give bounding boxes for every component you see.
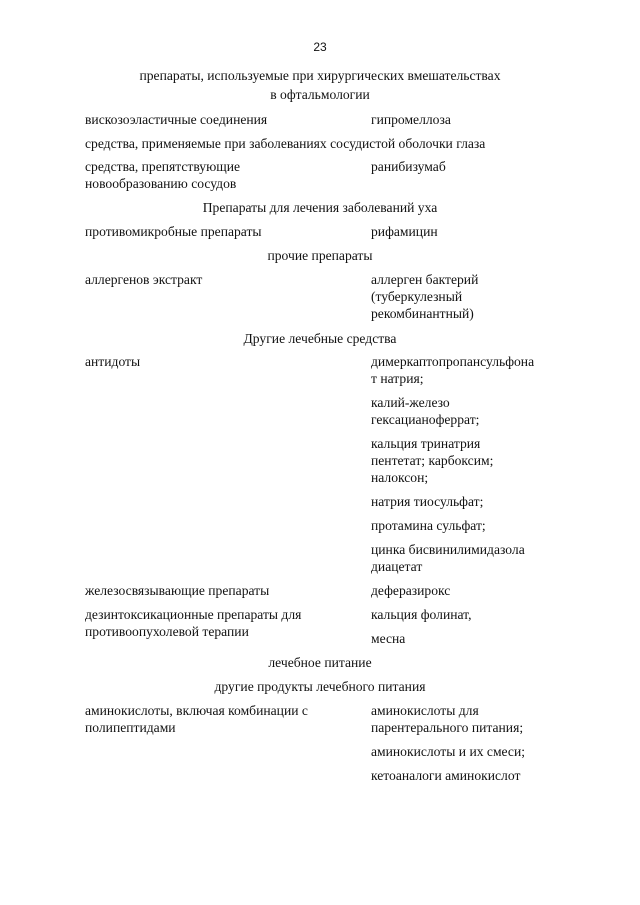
group-detox-line1: дезинтоксикационные препараты для	[85, 607, 302, 622]
drug-protamine-sulfate: протамина сульфат;	[371, 518, 486, 533]
drug-deferasirox: деферазирокс	[371, 583, 451, 598]
drug-dimercaptopropanesulfonate-line2: т натрия;	[371, 371, 424, 386]
group-antidotes: антидоты	[85, 354, 141, 369]
drug-rifamycin: рифамицин	[371, 224, 438, 239]
drug-amino-mixtures: аминокислоты и их смеси;	[371, 744, 526, 759]
group-antimicrobial: противомикробные препараты	[85, 224, 262, 239]
section-heading-ear-diseases: Препараты для лечения заболеваний уха	[202, 200, 438, 215]
group-allergen-extract: аллергенов экстракт	[85, 272, 203, 287]
group-amino-acids-line2: полипептидами	[85, 720, 176, 735]
drug-amino-parenteral-line1: аминокислоты для	[371, 703, 479, 718]
drug-hypromellose: гипромеллоза	[371, 112, 451, 127]
drug-mesna: месна	[371, 631, 406, 646]
drug-allergen-line2: (туберкулезный	[371, 289, 463, 304]
page-number: 23	[313, 40, 327, 54]
section-heading-other-nutrition: другие продукты лечебного питания	[214, 679, 426, 694]
group-viscoelastic: вискозоэластичные соединения	[85, 112, 268, 127]
drug-zinc-line2: диацетат	[371, 559, 423, 574]
group-neovascularization-line1: средства, препятствующие	[85, 159, 241, 174]
group-vascular-eye: средства, применяемые при заболеваниях сосудистой оболочки глаза	[85, 136, 486, 151]
drug-potassium-ferric-line1: калий-железо	[371, 395, 450, 410]
section-heading-ophthalmic-surgery-line2: в офтальмологии	[270, 87, 370, 102]
drug-ranibizumab: ранибизумаб	[371, 159, 446, 174]
group-neovascularization-line2: новообразованию сосудов	[85, 176, 237, 191]
drug-dimercaptopropanesulfonate-line1: димеркаптопропансульфона	[371, 354, 535, 369]
group-detox-line2: противоопухолевой терапии	[85, 624, 249, 639]
drug-calcium-folinate: кальция фолинат,	[371, 607, 472, 622]
group-iron-chelators: железосвязывающие препараты	[85, 583, 270, 598]
drug-naloxone: налоксон;	[371, 470, 429, 485]
section-heading-therapeutic-nutrition: лечебное питание	[268, 655, 372, 670]
section-heading-other-therapeutic: Другие лечебные средства	[243, 331, 397, 346]
drug-sodium-thiosulfate: натрия тиосульфат;	[371, 494, 484, 509]
section-heading-other-drugs: прочие препараты	[267, 248, 373, 263]
group-amino-acids-line1: аминокислоты, включая комбинации с	[85, 703, 308, 718]
drug-allergen-line3: рекомбинантный)	[371, 306, 474, 321]
drug-calcium-trisodium-line2: пентетат; карбоксим;	[371, 453, 494, 468]
drug-calcium-trisodium-line1: кальция тринатрия	[371, 436, 481, 451]
drug-allergen-line1: аллерген бактерий	[371, 272, 479, 287]
drug-potassium-ferric-line2: гексацианоферрат;	[371, 412, 480, 427]
drug-ketoanalogues: кетоаналоги аминокислот	[371, 768, 521, 783]
section-heading-ophthalmic-surgery: препараты, используемые при хирургических вмешательствах	[139, 68, 501, 83]
drug-zinc-line1: цинка бисвинилимидазола	[371, 542, 525, 557]
drug-amino-parenteral-line2: парентерального питания;	[371, 720, 524, 735]
